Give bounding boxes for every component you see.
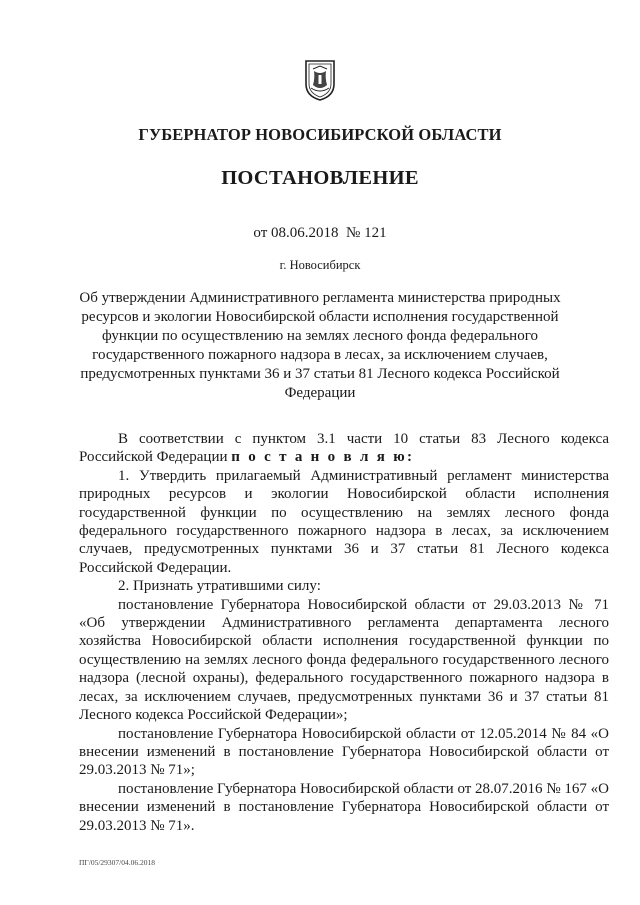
decree-word: п о с т а н о в л я ю: xyxy=(231,449,415,466)
coat-of-arms-icon xyxy=(303,58,337,102)
item-2-paragraph: 2. Признать утратившими силу: xyxy=(118,578,321,595)
repeal-paragraph-1: постановление Губернатора Новосибирской области от 29.03.2013 № 71 «Об утверждении Административного регламента департамента лесного хозяйства Новосибирской области исполнения государственной функции по осуществлению на землях лесного фонда федерального государственного лесного надзора (лесной охраны), федерального государственного пожарного надзора в лесах, за исключением случаев, предусмотренных пунктами 36 и 37 статьи 81 Лесного кодекса Российской Федерации»; xyxy=(79,596,609,724)
issuing-authority: ГУБЕРНАТОР НОВОСИБИРСКОЙ ОБЛАСТИ xyxy=(138,125,502,144)
repeal-paragraph-2: постановление Губернатора Новосибирской области от 12.05.2014 № 84 «О внесении изменений в постановление Губернатора Новосибирской области от 29.03.2013 № 71»; xyxy=(79,725,609,779)
document-date-number: от 08.06.2018 № 121 xyxy=(253,225,387,241)
intro-text: В соответствии с пунктом 3.1 части 10 статьи 83 Лесного кодекса Российской Федерации xyxy=(79,431,609,466)
document-city: г. Новосибирск xyxy=(279,258,361,272)
intro-paragraph xyxy=(79,430,609,467)
item-1-paragraph: 1. Утвердить прилагаемый Административный регламент министерства природных ресурсов и экологии Новосибирской области исполнения государственной функции по осуществлению на землях лесного фонда федерального государственного пожарного надзора в лесах, за исключением случаев, предусмотренных пунктами 36 и 37 статьи 81 Лесного кодекса Российской Федерации. xyxy=(79,467,609,576)
document-body xyxy=(79,430,609,835)
document-title: Об утверждении Административного регламента министерства природных ресурсов и экологии Новосибирской области исполнения государственной функции по осуществлению на землях лесного фонда федерального государственного пожарного надзора в лесах, за исключением случаев, предусмотренных пунктами 36 и 37 статьи 81 Лесного кодекса Российской Федерации xyxy=(79,290,561,401)
document-footer-code: ПГ/05/29307/04.06.2018 xyxy=(79,858,156,867)
document-type-heading: ПОСТАНОВЛЕНИЕ xyxy=(221,167,419,189)
repeal-paragraph-3: постановление Губернатора Новосибирской области от 28.07.2016 № 167 «О внесении изменений в постановление Губернатора Новосибирской области от 29.03.2013 № 71». xyxy=(79,780,609,834)
